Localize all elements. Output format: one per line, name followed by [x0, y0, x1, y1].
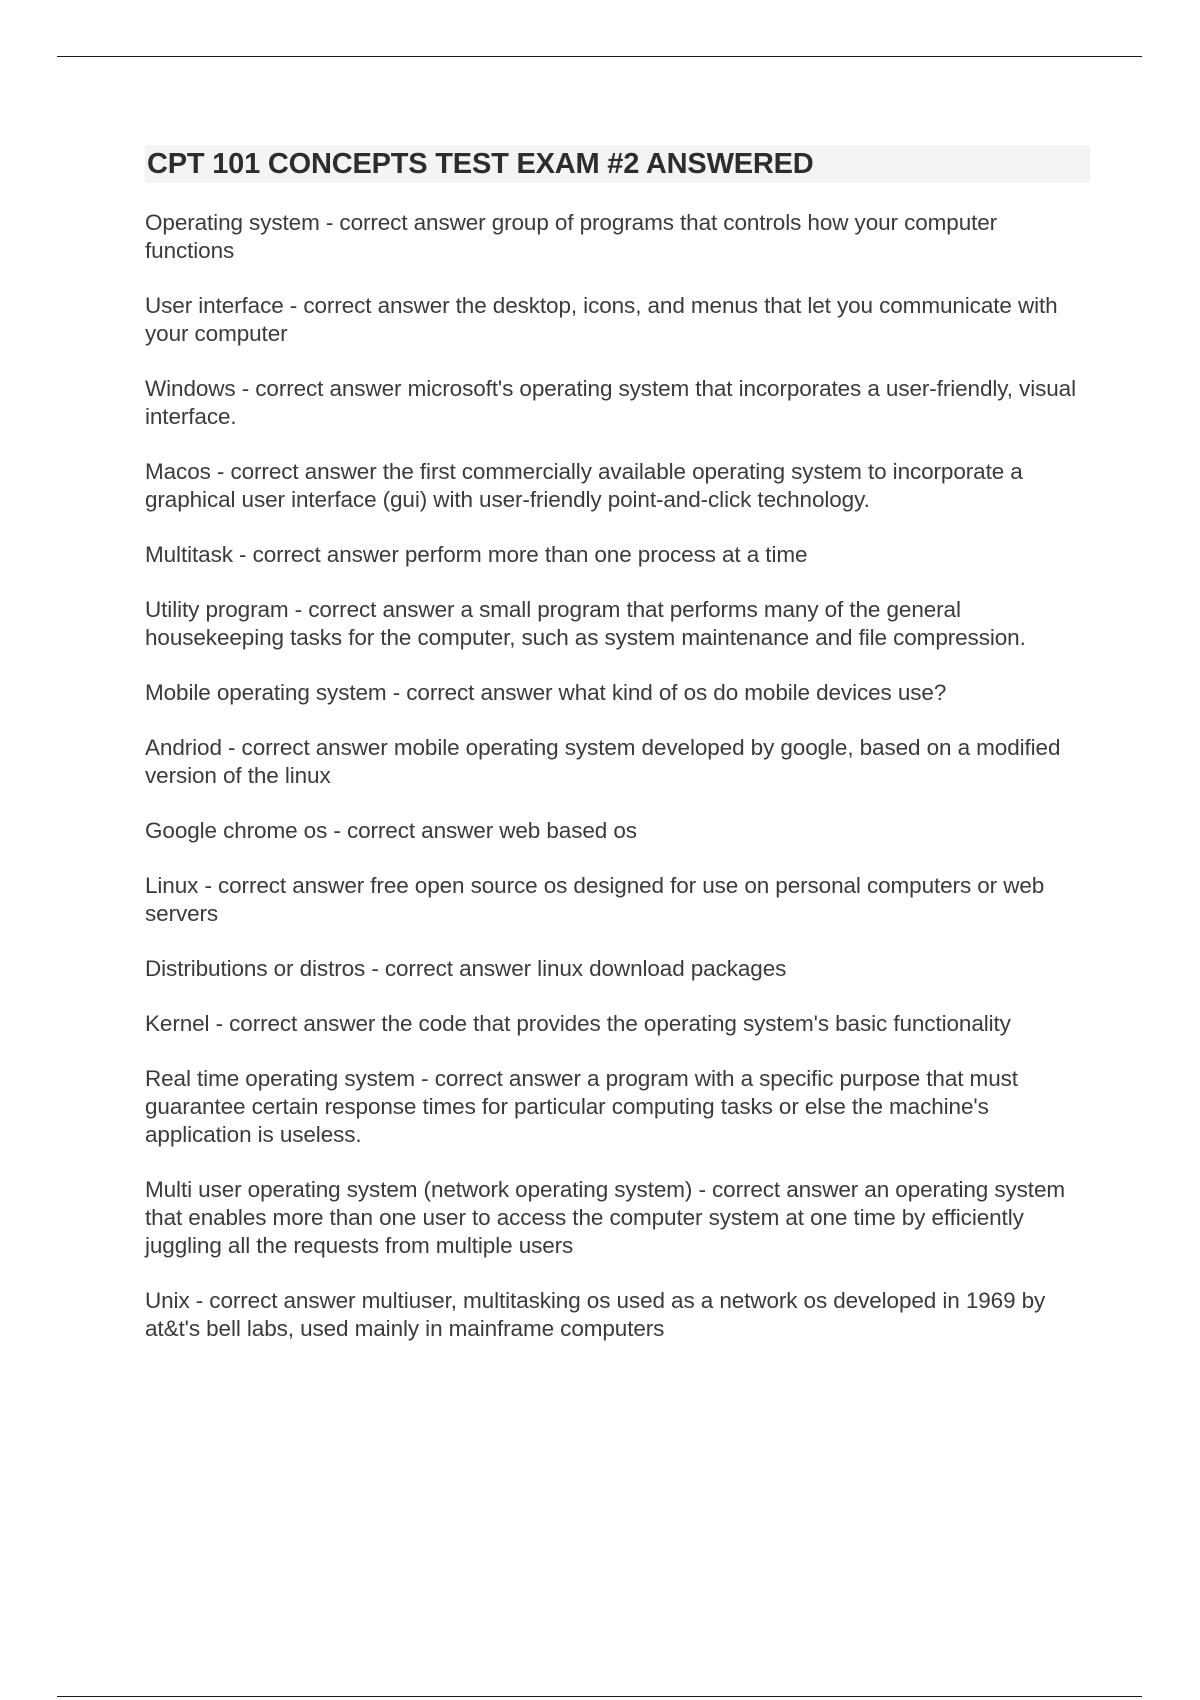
qa-item: Google chrome os - correct answer web based os: [145, 818, 637, 843]
qa-list: [145, 209, 1090, 1343]
document-body: [145, 145, 1090, 1370]
qa-item: Multi user operating system (network operating system) - correct answer an operating system that enables more than one user to access the computer system at one time by efficiently juggling all the requests from multiple users: [145, 1177, 1066, 1258]
qa-item: Macos - correct answer the first commercially available operating system to incorporate a graphical user interface (gui) with user-friendly point-and-click technology.: [145, 459, 1023, 512]
qa-item: Unix - correct answer multiuser, multitasking os used as a network os developed in 1969 by at&t's bell labs, used mainly in mainframe computers: [145, 1288, 1046, 1341]
qa-item: Kernel - correct answer the code that provides the operating system's basic functionality: [145, 1011, 1011, 1036]
qa-item: Windows - correct answer microsoft's operating system that incorporates a user-friendly, visual interface.: [145, 376, 1076, 429]
qa-item: Multitask - correct answer perform more than one process at a time: [145, 542, 808, 567]
qa-item: Mobile operating system - correct answer what kind of os do mobile devices use?: [145, 680, 947, 705]
bottom-rule: [57, 1696, 1142, 1697]
qa-item: Linux - correct answer free open source os designed for use on personal computers or web servers: [145, 873, 1045, 926]
qa-item: User interface - correct answer the desktop, icons, and menus that let you communicate with your computer: [145, 293, 1058, 346]
qa-item: Real time operating system - correct answer a program with a specific purpose that must guarantee certain response times for particular computing tasks or else the machine's application is useless.: [145, 1066, 1018, 1147]
top-rule: [57, 56, 1142, 57]
qa-item: Andriod - correct answer mobile operating system developed by google, based on a modified version of the linux: [145, 735, 1061, 788]
qa-item: Distributions or distros - correct answer linux download packages: [145, 956, 787, 981]
document-title: CPT 101 CONCEPTS TEST EXAM #2 ANSWERED: [145, 145, 1090, 183]
qa-item: Utility program - correct answer a small program that performs many of the general housekeeping tasks for the computer, such as system maintenance and file compression.: [145, 597, 1026, 650]
qa-item: Operating system - correct answer group of programs that controls how your computer functions: [145, 210, 998, 263]
